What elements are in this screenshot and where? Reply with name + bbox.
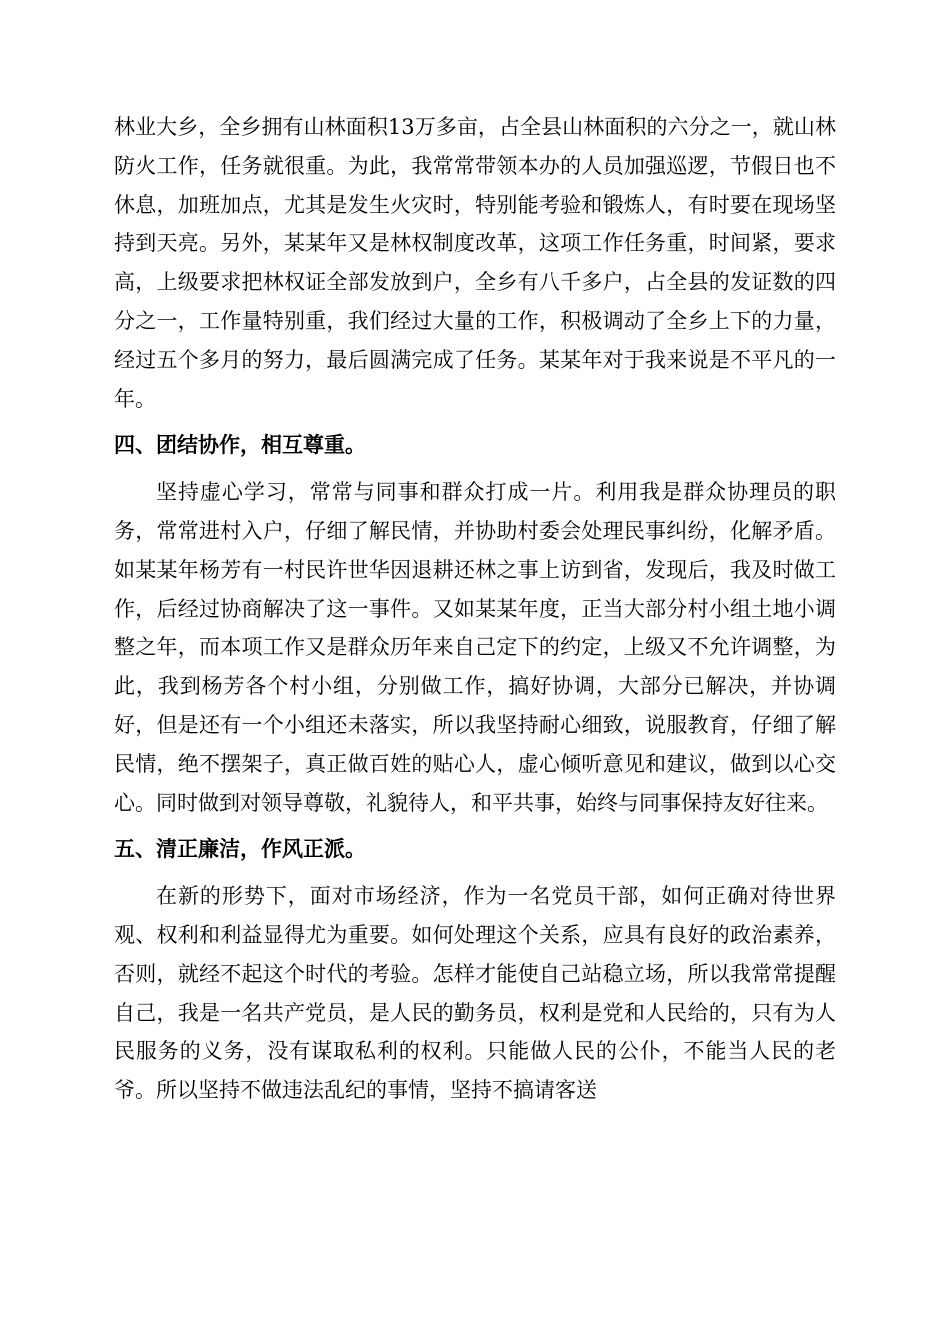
section-heading-5: 五、清正廉洁，作风正派。: [114, 837, 366, 862]
paragraph-integrity: 在新的形势下，面对市场经济，作为一名党员干部，如何正确对待世界观、权利和利益显得尤为重要。如何处理这个关系，应具有良好的政治素养，否则，就经不起这个时代的考验。怎样才能使自己站稳立场，所以我常常提醒自己，我是一名共产党员，是人民的勤务员，权利是党和人民给的，只有为人民服务的义务，没有谋取私利的权利。只能做人民的公仆，不能当人民的老爷。所以坚持不做违法乱纪的事情，坚持不搞请客送: [114, 884, 836, 1103]
paragraph-cooperation: 坚持虚心学习，常常与同事和群众打成一片。利用我是群众协理员的职务，常常进村入户，仔细了解民情，并协助村委会处理民事纠纷，化解矛盾。如某某年杨芳有一村民许世华因退耕还林之事上访到省，发现后，我及时做工作，后经过协商解决了这一事件。又如某某年度，正当大部分村小组土地小调整之年，而本项工作又是群众历年来自己定下的约定，上级又不允许调整，为此，我到杨芳各个村小组，分别做工作，搞好协调，大部分已解决，并协调好，但是还有一个小组还未落实，所以我坚持耐心细致，说服教育，仔细了解民情，绝不摆架子，真正做百姓的贴心人，虚心倾听意见和建议，做到以心交心。同时做到对领导尊敬，礼貌待人，和平共事，始终与同事保持友好往来。: [114, 480, 836, 815]
section-heading-4: 四、团结协作，相互尊重。: [114, 433, 366, 458]
document-page: [114, 108, 836, 1110]
paragraph-forestry: 林业大乡，全乡拥有山林面积13万多亩，占全县山林面积的六分之一，就山林防火工作，任务就很重。为此，我常常带领本办的人员加强巡逻，节假日也不休息，加班加点，尤其是发生火灾时，特别能考验和锻炼人，有时要在现场坚持到天亮。另外，某某年又是林权制度改革，这项工作任务重，时间紧，要求高，上级要求把林权证全部发放到户，全乡有八千多户，占全县的发证数的四分之一，工作量特别重，我们经过大量的工作，积极调动了全乡上下的力量，经过五个多月的努力，最后圆满完成了任务。某某年对于我来说是不平凡的一年。: [114, 115, 836, 411]
